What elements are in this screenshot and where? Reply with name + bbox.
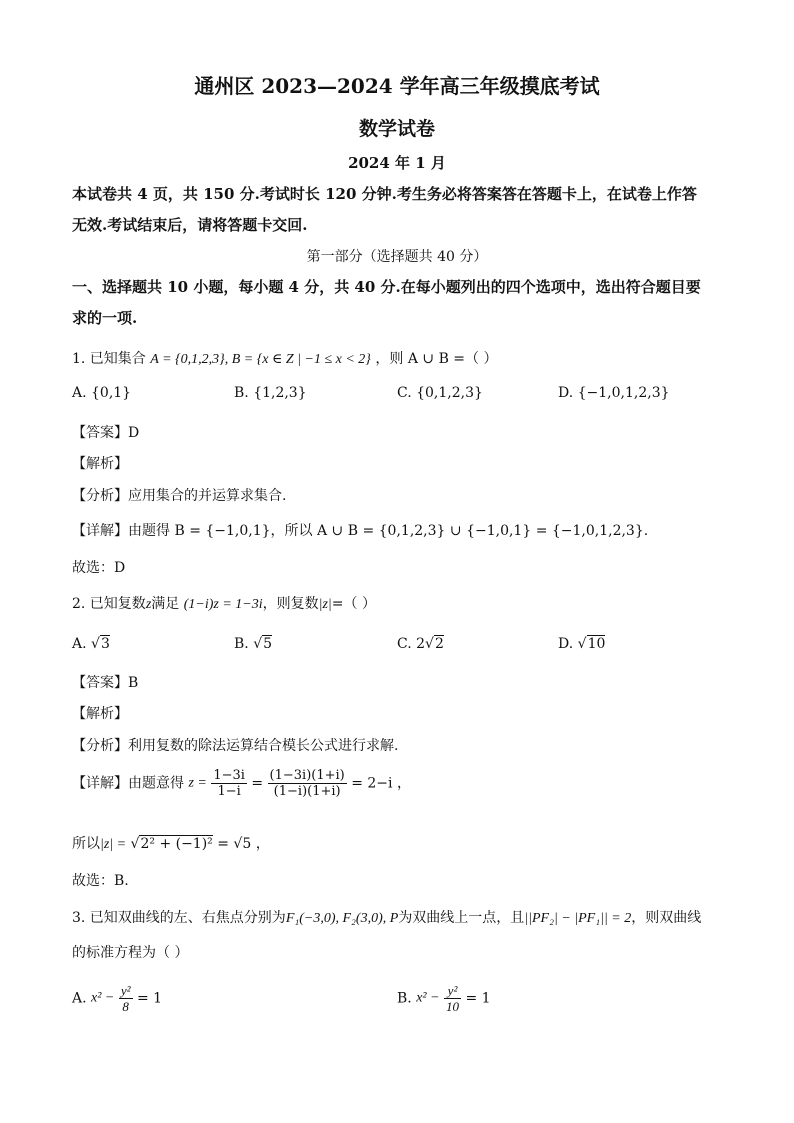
- q3-stem-suffix: ，则双曲线: [631, 910, 702, 926]
- q3-option-b-label: B.: [397, 990, 412, 1007]
- q2-fenxi-text: 利用复数的除法运算结合模长公式进行求解.: [128, 738, 399, 754]
- q1-answer: [72, 422, 139, 442]
- q2-abs-z: |z|: [318, 597, 332, 612]
- q2-option-d: D. √10: [558, 636, 606, 652]
- q1-detail-text: 由题得 B = {−1,0,1}，所以 A ∪ B = {0,1,2,3} ∪ {−1,0,1} = {−1,0,1,2,3}.: [128, 523, 649, 539]
- q1-option-c: C. {0,1,2,3}: [397, 385, 483, 401]
- exam-title: 通州区 2023—2024 学年高三年级摸底考试: [194, 74, 600, 98]
- q3-option-b-eq: = 1: [465, 990, 491, 1007]
- q3-stem-prefix: 3. 已知双曲线的左、右焦点分别为: [72, 910, 286, 926]
- q2-frac1-num: 1−3i: [213, 768, 245, 783]
- q1-fenxi-label: 【分析】: [72, 488, 128, 504]
- q3-option-b-fraction: [444, 983, 461, 1014]
- q3-stem-mid: 为双曲线上一点，且: [398, 910, 525, 926]
- q2-modulus: 所以|z| = √2² + (−1)² = √5 ，: [72, 836, 270, 852]
- q2-answer: [72, 672, 138, 692]
- q3-option-b-den: 10: [446, 999, 460, 1014]
- q2-fenxi: [72, 735, 398, 755]
- q2-analysis-label: 【解析】: [72, 706, 128, 722]
- q3-option-b-num: y²: [444, 983, 461, 999]
- q3-option-a-eq: = 1: [136, 990, 163, 1007]
- q2-detail-result: = 2−i ，: [351, 775, 411, 792]
- q2-fenxi-label: 【分析】: [72, 738, 128, 754]
- notice-line-2: 无效.考试结束后，请将答题卡交回.: [72, 216, 308, 234]
- part1-heading: 第一部分（选择题共 40 分）: [306, 249, 488, 265]
- q2-option-b: B. √5: [234, 636, 273, 652]
- q1-option-a: A. {0,1}: [72, 385, 132, 401]
- q3-stem-foci: F₁(−3,0), F₂(3,0), P: [285, 911, 399, 926]
- q2-fraction-1: [211, 768, 247, 799]
- q2-option-c: C. 2√2: [397, 636, 444, 652]
- q1-stem: [72, 348, 498, 368]
- q1-stem-math: A = {0,1,2,3}, B = {x ∈ Z | −1 ≤ x < 2}: [150, 352, 371, 367]
- notice-line-1: 本试卷共 4 页，共 150 分.考试时长 120 分钟.考生务必将答案答在答题卡上，在试卷上作答: [72, 185, 697, 203]
- q3-stem-condition: ||PF₂| − |PF₁|| = 2: [524, 911, 632, 926]
- q2-detail: 【详解】由题意得 z = $\frac{1-3i}{1-i}$ = $\frac{(1-3i)(1+i)}{(1-i)(1+i)}$ = 2−i ，: [72, 768, 411, 799]
- q3-option-a-fraction: [119, 983, 133, 1014]
- q2-option-c-value: 2: [434, 636, 444, 652]
- q2-frac1-den: 1−i: [217, 784, 241, 799]
- q2-stem: [72, 593, 376, 613]
- q2-answer-value: B: [128, 675, 139, 691]
- q2-answer-label: 【答案】: [72, 675, 128, 691]
- q3-stem-line-2: 的标准方程为（ ）: [72, 945, 189, 961]
- q1-answer-label: 【答案】: [72, 425, 128, 441]
- q1-choose: 故选：D: [72, 560, 126, 576]
- q2-option-b-value: 5: [263, 636, 273, 652]
- q2-option-d-label: D.: [558, 636, 574, 652]
- q2-modulus-expr: 2² + (−1)²: [140, 836, 213, 852]
- q2-frac2-den: (1−i)(1+i): [273, 784, 341, 799]
- q2-stem-suffix: ，则复数: [262, 596, 319, 612]
- q1-stem-suffix: ，则 A ∪ B =（ ）: [375, 351, 498, 367]
- q1-fenxi: [72, 485, 286, 505]
- q2-option-c-coef: 2: [416, 636, 426, 652]
- q3-option-a-num: y²: [120, 983, 131, 998]
- q1-detail-label: 【详解】: [72, 523, 128, 539]
- q2-frac2-num: (1−3i)(1+i): [269, 768, 345, 783]
- q2-stem-mid: 满足: [151, 596, 180, 612]
- q1-fenxi-text: 应用集合的并运算求集合.: [128, 488, 287, 504]
- q2-z: z: [145, 597, 152, 612]
- q2-option-a-label: A.: [72, 636, 87, 652]
- q1-detail: [72, 520, 648, 540]
- q2-modulus-prefix: 所以: [72, 836, 100, 852]
- exam-subtitle: 数学试卷: [358, 118, 435, 140]
- q2-detail-label: 【详解】: [72, 775, 128, 792]
- q3-option-a-den: 8: [122, 999, 129, 1014]
- q2-option-b-label: B.: [234, 636, 249, 652]
- q3-option-a-x2: x² −: [91, 990, 115, 1006]
- q1-option-d: D. {−1,0,1,2,3}: [558, 385, 670, 401]
- q2-stem-end: =（ ）: [331, 596, 376, 612]
- q2-option-a-value: 3: [100, 636, 110, 652]
- q1-option-b: B. {1,2,3}: [234, 385, 307, 401]
- q2-option-c-label: C.: [397, 636, 412, 652]
- exam-date: 2024 年 1 月: [348, 154, 446, 172]
- q1-answer-value: D: [128, 425, 140, 441]
- q2-detail-prefix: 由题意得: [128, 775, 184, 792]
- q2-option-a: A. √3: [72, 636, 110, 652]
- q2-stem-math: (1−i)z = 1−3i: [183, 597, 263, 612]
- section-instruction-line-2: 求的一项.: [72, 309, 138, 327]
- q3-option-b-x2: x² −: [416, 990, 440, 1006]
- q2-option-d-value: 10: [587, 636, 606, 652]
- q2-stem-prefix: 2. 已知复数: [72, 596, 146, 612]
- q3-stem-line-1: [72, 907, 701, 927]
- q2-fraction-2: [268, 768, 347, 799]
- q2-choose: 故选：B.: [72, 873, 129, 889]
- section-instruction-line-1: 一、选择题共 10 小题，每小题 4 分，共 40 分.在每小题列出的四个选项中，选出符合题目要: [72, 278, 701, 296]
- q3-option-a: [72, 983, 162, 1014]
- q2-modulus-result: = √5 ，: [217, 836, 270, 852]
- q1-stem-prefix: 1. 已知集合: [72, 351, 146, 367]
- q3-option-a-label: A.: [72, 990, 87, 1007]
- q3-option-b: [397, 983, 491, 1014]
- q1-analysis-label: 【解析】: [72, 456, 128, 472]
